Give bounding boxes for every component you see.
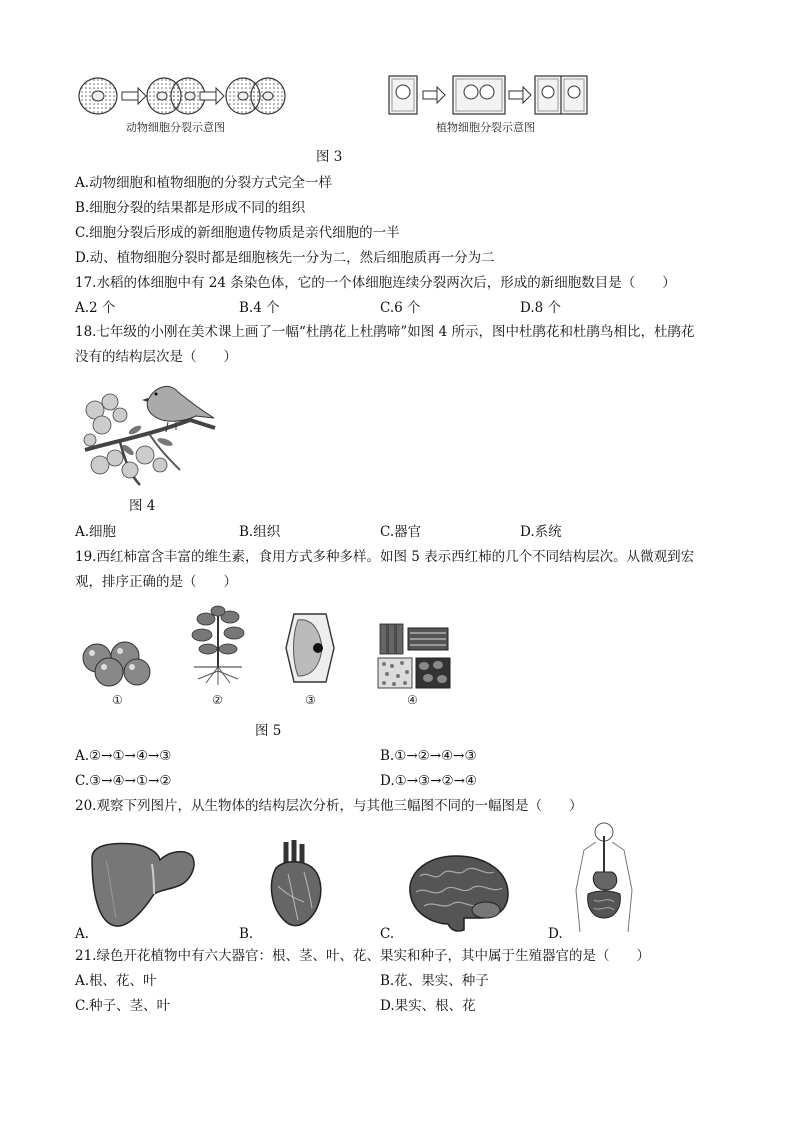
figure-5-mark-1: ① bbox=[112, 693, 123, 707]
figure-5-label: 图 5 bbox=[255, 723, 282, 739]
q20-option-a: A. bbox=[75, 926, 90, 942]
q17-option-b: B.4 个 bbox=[239, 300, 280, 316]
q20-stem: 20.观察下列图片，从生物体的结构层次分析，与其他三幅图不同的一幅图是（ ） bbox=[75, 798, 583, 814]
q21-option-b: B.花、果实、种子 bbox=[380, 973, 489, 989]
q21-option-a: A.根、花、叶 bbox=[75, 973, 157, 989]
q18-stem-line1: 18.七年级的小刚在美术课上画了一幅“杜鹃花上杜鹃啼”如图 4 所示，图中杜鹃花和杜鹃鸟相比，杜鹃花 bbox=[75, 324, 695, 340]
tomato-plant-image bbox=[188, 605, 248, 687]
q17-option-a: A.2 个 bbox=[75, 300, 116, 316]
heart-image bbox=[264, 838, 326, 930]
q17-option-c: C.6 个 bbox=[380, 300, 421, 316]
q19-option-c: C.③→④→①→② bbox=[75, 773, 172, 789]
q20-option-b: B. bbox=[239, 926, 254, 942]
tomato-cell-image bbox=[282, 610, 338, 686]
q18-option-b: B.组织 bbox=[239, 524, 281, 540]
digestive-system-image bbox=[566, 820, 642, 932]
q16-option-d: D.动、植物细胞分裂时都是细胞核先一分为二，然后细胞质再一分为二 bbox=[75, 250, 495, 266]
animal-cell-division-diagram bbox=[76, 74, 286, 118]
figure-5-mark-3: ③ bbox=[305, 693, 316, 707]
figure-4-label: 图 4 bbox=[129, 498, 156, 514]
q16-option-a: A.动物细胞和植物细胞的分裂方式完全一样 bbox=[75, 175, 333, 191]
q16-option-b: B.细胞分裂的结果都是形成不同的组织 bbox=[75, 200, 306, 216]
q19-option-a: A.②→①→④→③ bbox=[75, 748, 172, 764]
q19-stem-line2: 观，排序正确的是（ ） bbox=[75, 574, 237, 590]
q19-stem-line1: 19.西红柿富含丰富的维生素，食用方式多种多样。如图 5 表示西红柿的几个不同结构层次。从微观到宏 bbox=[75, 549, 695, 565]
q17-option-d: D.8 个 bbox=[520, 300, 562, 316]
q18-option-c: C.器官 bbox=[380, 524, 422, 540]
q20-option-c: C. bbox=[380, 926, 395, 942]
q21-option-d: D.果实、根、花 bbox=[380, 998, 476, 1014]
animal-cell-division-caption: 动物细胞分裂示意图 bbox=[126, 121, 225, 134]
q21-option-c: C.种子、茎、叶 bbox=[75, 998, 171, 1014]
q18-option-a: A.细胞 bbox=[75, 524, 117, 540]
q19-option-b: B.①→②→④→③ bbox=[380, 748, 477, 764]
q19-option-d: D.①→③→②→④ bbox=[380, 773, 477, 789]
figure-5-mark-4: ④ bbox=[407, 693, 418, 707]
q18-option-d: D.系统 bbox=[520, 524, 562, 540]
plant-cell-division-caption: 植物细胞分裂示意图 bbox=[436, 121, 535, 134]
q18-stem-line2: 没有的结构层次是（ ） bbox=[75, 349, 237, 365]
q21-stem: 21.绿色开花植物中有六大器官：根、茎、叶、花、果实和种子，其中属于生殖器官的是（ ） bbox=[75, 948, 650, 964]
q20-option-d: D. bbox=[548, 926, 563, 942]
azalea-and-cuckoo-drawing bbox=[80, 380, 220, 490]
figure-5-mark-2: ② bbox=[212, 693, 223, 707]
brain-image bbox=[404, 852, 512, 934]
q16-option-c: C.细胞分裂后形成的新细胞遗传物质是亲代细胞的一半 bbox=[75, 225, 400, 241]
liver-image bbox=[88, 838, 198, 930]
tomato-fruits-image bbox=[77, 638, 155, 688]
plant-cell-division-diagram bbox=[385, 72, 595, 118]
figure-3-label: 图 3 bbox=[316, 149, 343, 165]
tomato-tissues-image bbox=[376, 620, 454, 690]
q17-stem: 17.水稻的体细胞中有 24 条染色体，它的一个体细胞连续分裂两次后，形成的新细胞数目是（ ） bbox=[75, 275, 676, 291]
